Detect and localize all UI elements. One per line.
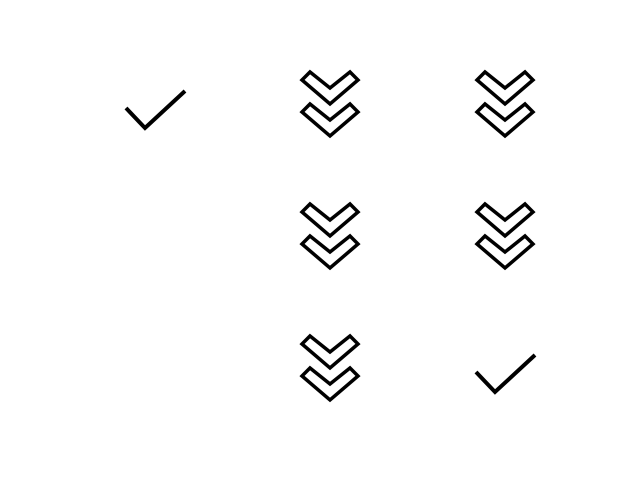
empty-grid-cell bbox=[115, 202, 195, 282]
grid-cell[interactable] bbox=[290, 70, 370, 150]
grid-cell[interactable] bbox=[290, 202, 370, 282]
double-chevron-down-icon bbox=[475, 202, 535, 282]
double-chevron-down-icon bbox=[300, 202, 360, 282]
check-icon bbox=[473, 352, 537, 396]
grid-cell[interactable] bbox=[465, 202, 545, 282]
double-chevron-down-icon bbox=[300, 70, 360, 150]
grid-cell[interactable] bbox=[465, 334, 545, 414]
grid-cell[interactable] bbox=[290, 334, 370, 414]
grid-cell[interactable] bbox=[115, 70, 195, 150]
empty-grid-cell bbox=[115, 334, 195, 414]
double-chevron-down-icon bbox=[475, 70, 535, 150]
double-chevron-down-icon bbox=[300, 334, 360, 414]
check-icon bbox=[123, 88, 187, 132]
grid-cell[interactable] bbox=[465, 70, 545, 150]
